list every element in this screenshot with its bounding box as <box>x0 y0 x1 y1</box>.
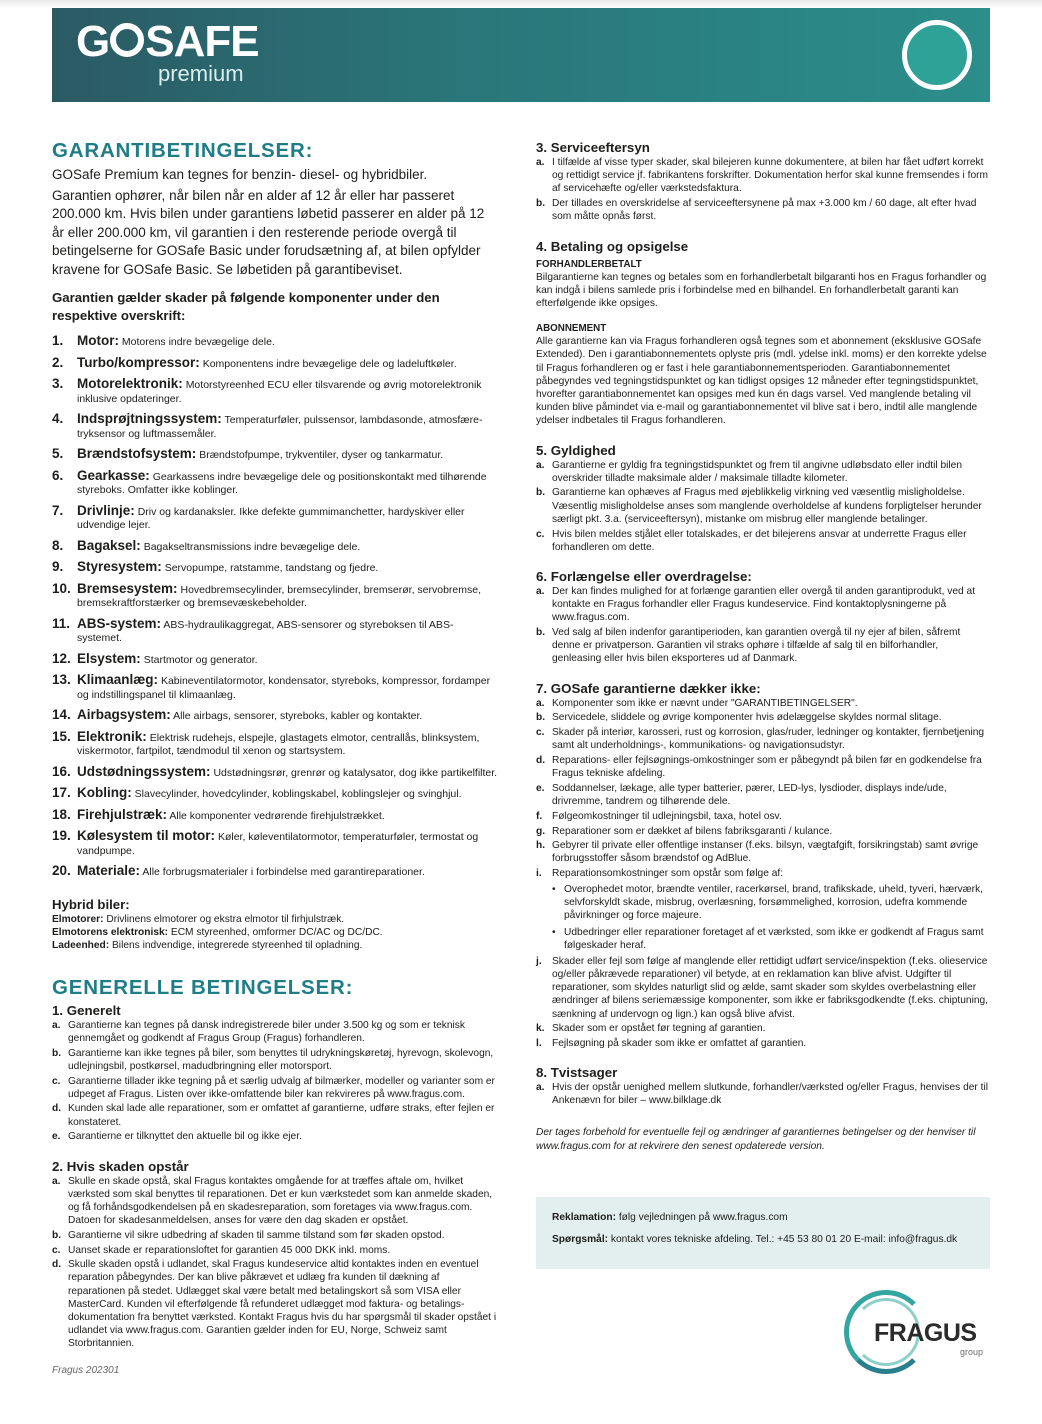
item-letter: b. <box>536 198 546 210</box>
component-item <box>52 376 498 406</box>
list-item <box>536 528 990 554</box>
component-item <box>52 807 498 824</box>
list-item <box>52 1175 498 1228</box>
section-6-title: 6. Forlængelse eller overdragelse: <box>536 568 752 584</box>
hybrid-item <box>52 939 498 952</box>
component-text: Startmotor og generator. <box>143 653 258 666</box>
component-item <box>52 651 498 668</box>
item-letter: l. <box>536 1038 542 1050</box>
section-7-title: 7. GOSafe garantierne dækker ikke: <box>536 680 761 696</box>
hybrid-label: Elmotorens elektronisk: <box>52 926 169 938</box>
list-item <box>536 754 990 780</box>
hybrid-item <box>52 913 498 926</box>
list-item <box>536 1081 990 1107</box>
list-item <box>536 711 990 724</box>
list-item <box>536 810 990 823</box>
item-text: Garantierne kan ikke tegnes på biler, som benyttes til udrykningskøretøj, hyrevogn, skolevogn, udlejningsbil, postkørsel, madudbringning eller motorsport. <box>68 1047 494 1072</box>
item-text: Garantierne kan ophæves af Fragus med øjeblikkelig virkning ved væsentlig misligholdelse. Væsentlig misligholdelse anses som manglende overholdelse af kundens forpligtelser herunder særligt pkt. 3.a. (serviceeftersyn), mistanke om misbrug eller manglende betalinger. <box>552 487 982 525</box>
component-title: Drivlinje: <box>77 502 135 518</box>
item-letter: j. <box>536 955 542 967</box>
component-text: Motorens indre bevægelige dele. <box>121 336 275 348</box>
component-title: Materiale: <box>77 863 141 878</box>
section-5-title: 5. Gyldighed <box>536 442 616 458</box>
component-text: Servopumpe, ratstamme, tandstang og fjedre. <box>164 562 379 574</box>
components-list <box>52 333 498 880</box>
item-text: Der kan findes mulighed for at forlænge garantien eller overgå til anden garantiprodukt, ved at kontakte en Fragus forhandler eller Fragus kundeservice. Find kontaktoplysningerne på www.fragus.com. <box>552 585 976 624</box>
component-body <box>77 411 498 441</box>
item-letter: a. <box>536 585 545 597</box>
item-text: Der tillades en overskridelse af serviceeftersynene på max +3.000 km / 60 dage, alt efter hvad som måtte opnås først. <box>552 198 977 223</box>
component-number: 2. <box>52 354 64 370</box>
component-item <box>52 355 498 372</box>
header-banner <box>52 8 990 102</box>
item-letter: a. <box>536 1082 545 1094</box>
component-body <box>77 559 498 576</box>
component-title: Elektronik: <box>77 728 147 744</box>
component-number: 16. <box>52 763 71 779</box>
section-8-list <box>536 1081 990 1107</box>
component-body <box>77 764 498 781</box>
section-3-title: 3. Serviceeftersyn <box>536 140 650 155</box>
component-body <box>77 785 498 802</box>
item-text: Garantierne vil sikre udbedring af skaden til samme tilstand som før skaden opstod. <box>68 1229 445 1241</box>
list-item <box>52 1075 498 1101</box>
component-title: Airbagsystem: <box>77 707 171 722</box>
component-item <box>52 764 498 781</box>
item-text: Reparationsomkostninger som opstår som følge af: <box>552 868 784 880</box>
section-6-list <box>536 585 990 666</box>
component-number: 5. <box>52 446 64 461</box>
component-text: Hovedbremsecylinder, bremsecylinder, bremserør, servobremse, bremsekraftforstærker og bremsevæskebeholder. <box>77 583 482 609</box>
component-number: 7. <box>52 502 64 518</box>
list-item <box>536 726 990 752</box>
item-letter: d. <box>536 755 546 766</box>
component-title: Udstødningssystem: <box>77 763 211 779</box>
component-title: Motor: <box>77 333 119 348</box>
component-number: 14. <box>52 707 71 722</box>
component-body <box>77 503 498 533</box>
section-8-title: 8. Tvistsager <box>536 1065 618 1081</box>
component-title: Styresystem: <box>77 559 162 574</box>
component-item <box>52 446 498 463</box>
list-item <box>52 1102 498 1128</box>
fragus-logo <box>838 1290 994 1374</box>
item-text: Følgeomkostninger til udlejningsbil, taxa, hotel osv. <box>552 810 782 822</box>
item-letter: e. <box>52 1131 61 1143</box>
intro-line: GOSafe Premium kan tegnes for benzin- diesel- og hybridbiler. <box>52 167 428 182</box>
intro-paragraph: Garantien ophører, når bilen når en alder af 12 år eller har passeret 200.000 km. Hvis bilen under garantiens løbetid passerer en alder på 12 år eller 200.000 km, vil garantien i den resterende periode overgå til betingelserne for GOSafe Basic under forudsætning af, at bilen opfylder kravene for GOSafe Basic. Se løbetiden på garantibeviset. <box>52 187 485 277</box>
logo-circle-icon <box>110 23 144 57</box>
item-text: Skader på interiør, karosseri, rust og korrosion, glas/ruder, ledninger og kontakter, fjernbetjening samt alt underholdnings-, kommunikations- og navigationsudstyr. <box>552 727 985 752</box>
component-title: Bremsesystem: <box>77 580 178 596</box>
list-item <box>536 867 990 880</box>
item-letter: c. <box>536 727 545 739</box>
item-text: Skader eller fejl som følge af manglende eller rettidigt udført service/inspektion (f.eks. olieservice og/eller påkrævede reparationer) vil betyde, at en reklamation kan blive afvist. Udgifter til reparationer, som skyldes naturligt slid og ælde, samt skader som skyldes overbelastning eller ændringer af bilens seriemæssige komponenter, som ikke er fabriksgodkendte (f.eks. chiptuning, sænkning af undervogn og lign.) kan også blive afvist. <box>552 955 989 1020</box>
item-text: Garantierne tillader ikke tegning på et særlig udvalg af bilmærker, modeller og varianter som er udpeget af Fragus. Listen over ikke-omfattende biler kan rekvireres på www.fragus.com. <box>68 1075 495 1100</box>
list-item <box>536 626 990 666</box>
component-title: Motorelektronik: <box>77 376 183 391</box>
item-letter: d. <box>52 1103 62 1115</box>
component-title: Firehjulstræk: <box>77 806 168 822</box>
item-text: Garantierne er tilknyttet den aktuelle bil og ikke ejer. <box>68 1131 302 1143</box>
right-column <box>536 138 990 1154</box>
list-item <box>536 1037 990 1050</box>
section-7-bullets <box>536 882 990 954</box>
component-text: Elektrisk rudehejs, elspejle, glastagets elmotor, centrallås, blinksystem, viskermotor, fartpilot, tændmodul til xenon og startsystem. <box>77 731 480 757</box>
component-body <box>77 468 498 498</box>
component-text: Alle forbrugsmaterialer i forbindelse med garantireparationer. <box>142 866 425 878</box>
item-letter: b. <box>52 1229 62 1241</box>
component-number: 13. <box>52 672 71 687</box>
component-title: Turbo/kompressor: <box>77 354 200 370</box>
component-body <box>77 863 498 880</box>
components-heading: Garantien gælder skader på følgende komponenter under den respektive overskrift: <box>52 290 440 323</box>
component-title: Brændstofsystem: <box>77 446 197 461</box>
component-text: Driv og kardanaksler. Ikke defekte gummimanchetter, hardyskiver eller udvendige lejer. <box>77 505 465 531</box>
component-text: Temperaturføler, pulssensor, lambdasonde, atmosfæretryksensor og luftmassemåler. <box>77 414 483 440</box>
item-letter: b. <box>536 712 546 724</box>
item-text: I tilfælde af visse typer skader, skal bilejeren kunne dokumentere, at bilen har fået udført korrekt og rettidigt service jf. fabrikantens forskrifter. Dokumentation herfor skal kunne fremsendes i form af servicehæfte og/eller værkstedsfaktura. <box>552 157 988 195</box>
component-number: 4. <box>52 411 64 426</box>
hybrid-item <box>52 926 498 939</box>
section-7-list <box>536 697 990 881</box>
subscription-text: Alle garantierne kan via Fragus forhandleren også tegnes som et abonnement (eksklusive GOSafe Extended). Den i garantiabonnementets oplyste pris (mdl. ydelse inkl. moms) er den korrekte ydelse til Fragus forhandleren og er fast i hele garantiabonnementsperioden. Garantiabonnementet påbegyndes ved tegningstidspunktet og kan tidligst opsiges 12 måneder efter tegningstidspunktet, hvorefter garantiabonnementet kan opsiges med kun én dags varsel. Ved manglende betaling vil kunden blive påmindet via e-mail og garantiabonnementet vil blive sat i bero, indtil alle manglende ydelser indbetales til Fragus forhandleren. <box>536 336 987 427</box>
component-number: 11. <box>52 615 71 631</box>
component-title: Klimaanlæg: <box>77 672 159 687</box>
list-item <box>536 697 990 710</box>
component-number: 18. <box>52 806 71 822</box>
item-letter: c. <box>52 1075 61 1087</box>
list-item <box>536 459 990 485</box>
component-number: 15. <box>52 728 71 744</box>
component-body <box>77 616 498 646</box>
component-item <box>52 411 498 441</box>
section-2-list <box>52 1175 498 1351</box>
item-letter: c. <box>52 1244 61 1256</box>
component-body <box>77 807 498 824</box>
bullet-icon: • <box>552 926 556 938</box>
item-letter: d. <box>52 1259 62 1271</box>
item-text: Reparations- eller fejlsøgnings-omkostninger som er påbegyndt på bilen før en godkendelse fra Fragus tekniske afdeling. <box>552 755 982 780</box>
hybrid-list <box>52 913 498 953</box>
item-letter: g. <box>536 825 546 837</box>
section-3-list <box>536 156 990 224</box>
item-text: Gebyrer til private eller offentlige instanser (f.eks. bilsyn, vægtafgift, forsikringstab) samt øvrige forbrugsstoffer såsom brændstof og AdBlue. <box>552 840 979 865</box>
bullet-icon: • <box>552 883 556 895</box>
component-item <box>52 672 498 702</box>
item-text: Ved salg af bilen indenfor garantiperioden, kan garantien overgå til ny ejer af bilen, såfremt denne er privatperson. Garantien vil straks ophøre i tilfælde af salg til en bilforhandler, genleasing eller hvis bilen eksporteres ud af Danmark. <box>552 627 961 665</box>
item-letter: h. <box>536 840 546 852</box>
component-text: Motorstyreenhed ECU eller tilsvarende og øvrig motorelektronik inklusive opdateringer. <box>77 379 482 405</box>
disclaimer-note: Der tages forbehold for eventuelle fejl og ændringer af garantiernes betingelser og der henviser til www.fragus.com for at rekvirere den senest opdaterede version. <box>536 1126 976 1152</box>
warranty-title: GARANTIBETINGELSER: <box>52 139 314 162</box>
reklamation-line: Reklamation: følg vejledningen på www.fragus.com <box>552 1212 788 1223</box>
component-body <box>77 355 498 372</box>
component-item <box>52 707 498 724</box>
page-top-shadow <box>0 0 1042 8</box>
component-body <box>77 446 498 463</box>
component-item <box>52 333 498 350</box>
subscription-heading: ABONNEMENT <box>536 323 607 335</box>
list-item <box>52 1019 498 1045</box>
list-item <box>52 1258 498 1350</box>
item-letter: b. <box>52 1047 62 1059</box>
component-body <box>77 333 498 350</box>
component-number: 6. <box>52 467 64 483</box>
list-item <box>536 585 990 625</box>
item-text: Hvis bilen meldes stjålet eller totalskades, er det bilejerens ansvar at underrette Fragus eller forhandleren om dette. <box>552 528 967 553</box>
component-title: Bagaksel: <box>77 537 141 553</box>
fragus-wordmark: FRAGUS <box>874 1319 977 1347</box>
item-text: Garantierne kan tegnes på dansk indregistrerede biler under 3.500 kg og som er teknisk gennemgået og godkendt af Fragus Group (Fragus) forhandleren. <box>68 1019 465 1044</box>
component-number: 9. <box>52 559 64 574</box>
item-text: Hvis der opstår uenighed mellem slutkunde, forhandler/værksted og/eller Fragus, henvises der til Ankenævn for biler – www.bilklage.dk <box>552 1082 989 1107</box>
component-item <box>52 863 498 880</box>
contact-box <box>536 1197 990 1269</box>
bullet-item <box>536 925 990 953</box>
component-item <box>52 538 498 555</box>
item-text: Servicedele, sliddele og øvrige komponenter hvis ødelæggelse skyldes normal slitage. <box>552 712 942 724</box>
item-letter: a. <box>536 157 545 168</box>
component-item <box>52 616 498 646</box>
item-text: Uanset skade er reparationsloftet for garantien 45 000 DKK inkl. moms. <box>68 1244 391 1256</box>
component-text: Køler, køleventilatormotor, temperaturføler, termostat og vandpumpe. <box>77 831 479 857</box>
left-column <box>52 138 498 1352</box>
item-text: Reparationer som er dækket af bilens fabriksgaranti / kulance. <box>552 825 833 837</box>
component-number: 17. <box>52 785 71 800</box>
questions-line: Spørgsmål: kontakt vores tekniske afdeling. Tel.: +45 53 80 01 20 E-mail: info@fragus.dk <box>552 1234 958 1245</box>
list-item <box>52 1229 498 1242</box>
component-item <box>52 503 498 533</box>
item-letter: k. <box>536 1023 545 1035</box>
hybrid-heading: Hybrid biler: <box>52 896 130 912</box>
component-body <box>77 828 498 858</box>
badge-circle-icon <box>902 20 972 90</box>
list-item <box>536 839 990 865</box>
list-item <box>536 782 990 808</box>
hybrid-label: Ladeenhed: <box>52 940 110 952</box>
section-2-title: 2. Hvis skaden opstår <box>52 1158 189 1174</box>
component-item <box>52 468 498 498</box>
section-1-list <box>52 1019 498 1144</box>
component-number: 3. <box>52 376 64 391</box>
component-text: Alle airbags, sensorer, styreboks, kabler og kontakter. <box>173 710 423 722</box>
component-item <box>52 828 498 858</box>
list-item <box>536 1022 990 1035</box>
component-title: Kølesystem til motor: <box>77 828 216 843</box>
item-letter: a. <box>52 1175 61 1187</box>
item-letter: a. <box>536 697 545 709</box>
component-title: ABS-system: <box>77 615 162 631</box>
hybrid-text: Bilens indvendige, integrerede styreenhed til opladning. <box>112 940 363 952</box>
component-number: 19. <box>52 828 71 843</box>
component-text: Gearkassens indre bevægelige dele og positionskontakt med tilhørende styreboks. Omfatter ikke koblinger. <box>77 470 487 496</box>
component-title: Indsprøjtningssystem: <box>77 411 222 426</box>
list-item <box>52 1244 498 1257</box>
component-item <box>52 729 498 759</box>
list-item <box>536 955 990 1021</box>
general-title: GENERELLE BETINGELSER: <box>52 975 354 999</box>
component-body <box>77 376 498 406</box>
logo-premium-text: premium <box>158 61 244 86</box>
item-text: Skader som er opstået før tegning af garantien. <box>552 1023 766 1035</box>
component-text: Udstødningsrør, grenrør og katalysator, dog ikke partikelfilter. <box>213 766 498 779</box>
component-body <box>77 729 498 759</box>
list-item <box>536 156 990 196</box>
hybrid-text: Drivlinens elmotorer og ekstra elmotor til firhjulstræk. <box>106 913 345 925</box>
item-text: Garantierne er gyldig fra tegningstidspunktet og frem til angivne udløbsdato eller indtil bilen overskrider tilladte maksimale alder / maksimale tilladte kilometer. <box>552 459 962 484</box>
item-text: Soddannelser, lækage, alle typer batterier, pærer, LED-lys, lysdioder, displays inde/ude, drivremme, tandrem og tilhørende dele. <box>552 782 947 808</box>
component-title: Kobling: <box>77 785 132 800</box>
section-7-more-list <box>536 955 990 1050</box>
component-text: ABS-hydraulikaggregat, ABS-sensorer og styreboksen til ABS-systemet. <box>77 618 454 644</box>
bullet-text: Overophedet motor, brændte ventiler, racerkørsel, brand, trafikskade, uheld, tyveri, hærværk, selvforskyldt skade, misbrug, overlæsning, forsømmelighed, korrosion, udefra kommende påvirkninger og force majeure. <box>564 883 983 922</box>
component-text: Slavecylinder, hovedcylinder, koblingskabel, koblingslejer og svinghjul. <box>134 788 462 800</box>
component-text: Bagakseltransmissions indre bevægelige dele. <box>143 540 361 553</box>
component-text: Brændstofpumpe, trykventiler, dyser og tankarmatur. <box>199 449 444 461</box>
component-body <box>77 538 498 555</box>
item-letter: f. <box>536 810 543 822</box>
hybrid-text: ECM styreenhed, omformer DC/AC og DC/DC. <box>170 926 383 938</box>
component-number: 8. <box>52 537 64 553</box>
item-text: Komponenter som ikke er nævnt under "GARANTIBETINGELSER". <box>552 697 858 709</box>
component-number: 1. <box>52 333 64 348</box>
item-letter: e. <box>536 782 545 794</box>
component-body <box>77 672 498 702</box>
item-letter: c. <box>536 528 545 540</box>
bullet-text: Udbedringer eller reparationer foretaget af et værksted, som ikke er godkendt af Fragus samt følgeskader heraf. <box>564 926 984 952</box>
section-1-title: 1. Generelt <box>52 1002 121 1018</box>
item-letter: a. <box>52 1019 61 1031</box>
component-text: Komponentens indre bevægelige dele og ladeluftkøler. <box>202 357 457 370</box>
component-number: 20. <box>52 863 71 878</box>
item-text: Kunden skal lade alle reparationer, som er omfattet af garantierne, udføre straks, efter fejlen er konstateret. <box>68 1103 495 1128</box>
item-text: Fejlsøgning på skader som ikke er omfattet af garantien. <box>552 1038 807 1050</box>
bullet-item <box>536 882 990 924</box>
gosafe-logo: G SAFE <box>76 17 259 66</box>
item-letter: b. <box>536 487 546 499</box>
component-title: Elsystem: <box>77 650 141 666</box>
section-5-list <box>536 459 990 554</box>
component-number: 10. <box>52 580 71 596</box>
list-item <box>52 1047 498 1073</box>
section-4-title: 4. Betaling og opsigelse <box>536 238 689 254</box>
component-item <box>52 581 498 611</box>
list-item <box>536 825 990 838</box>
dealer-paid-heading: FORHANDLERBETALT <box>536 258 642 270</box>
document-code: Fragus 202301 <box>52 1365 120 1376</box>
fragus-group-text: group <box>960 1347 984 1357</box>
component-number: 12. <box>52 650 71 666</box>
component-body <box>77 581 498 611</box>
component-title: Gearkasse: <box>77 467 150 483</box>
item-text: Skulle en skade opstå, skal Fragus kontaktes omgående for at træffes aftale om, hvilket værksted som skal benyttes til reparationen. Det er kun værkstedet som kan anmelde skaden, og få forhåndsgodkendelsen på en skadesreparation, som foretages via www.fragus.com. Datoen for skadesanmeldelsen, anses for være den dag skaden er opstået. <box>68 1175 493 1227</box>
list-item <box>536 486 990 526</box>
item-letter: i. <box>536 868 542 880</box>
item-letter: b. <box>536 627 546 639</box>
item-text: Skulle skaden opstå i udlandet, skal Fragus kundeservice altid kontaktes inden en eventuel reparation påbegyndes. Der kan blive påkrævet et udlæg fra kunden til dækning af reparationen på stedet. Udlægget skal være betalt med betalingskort så som VISA eller MasterCard. Kunden vil efterfølgende få refunderet udlægget mod faktura- og betalingsdokumentation fra benyttet værksted. Kontakt Fragus hvis du har spørgsmål til skader opstået i udlandet via www.fragus.com. Garantien gælder inden for EU, Norge, Schweiz samt Storbritannien. <box>68 1259 497 1350</box>
dealer-paid-text: Bilgarantierne kan tegnes og betales som en forhandlerbetalt bilgaranti hos en Fragus forhandler og kan indgå i bilens samlede pris i forbindelse med en bilhandel. En forhandlerbetalt garanti kan efterfølgende ikke opsiges. <box>536 271 987 309</box>
item-letter: a. <box>536 459 545 471</box>
component-item <box>52 559 498 576</box>
list-item <box>536 197 990 223</box>
component-body <box>77 707 498 724</box>
list-item <box>52 1130 498 1143</box>
hybrid-label: Elmotorer: <box>52 913 104 925</box>
component-body <box>77 651 498 668</box>
component-text: Alle komponenter vedrørende firehjulstrækket. <box>169 809 385 822</box>
component-item <box>52 785 498 802</box>
component-text: Kabineventilatormotor, kondensator, styreboks, kompressor, fordamper og indstillingspanel til klimaanlæg. <box>77 675 491 701</box>
